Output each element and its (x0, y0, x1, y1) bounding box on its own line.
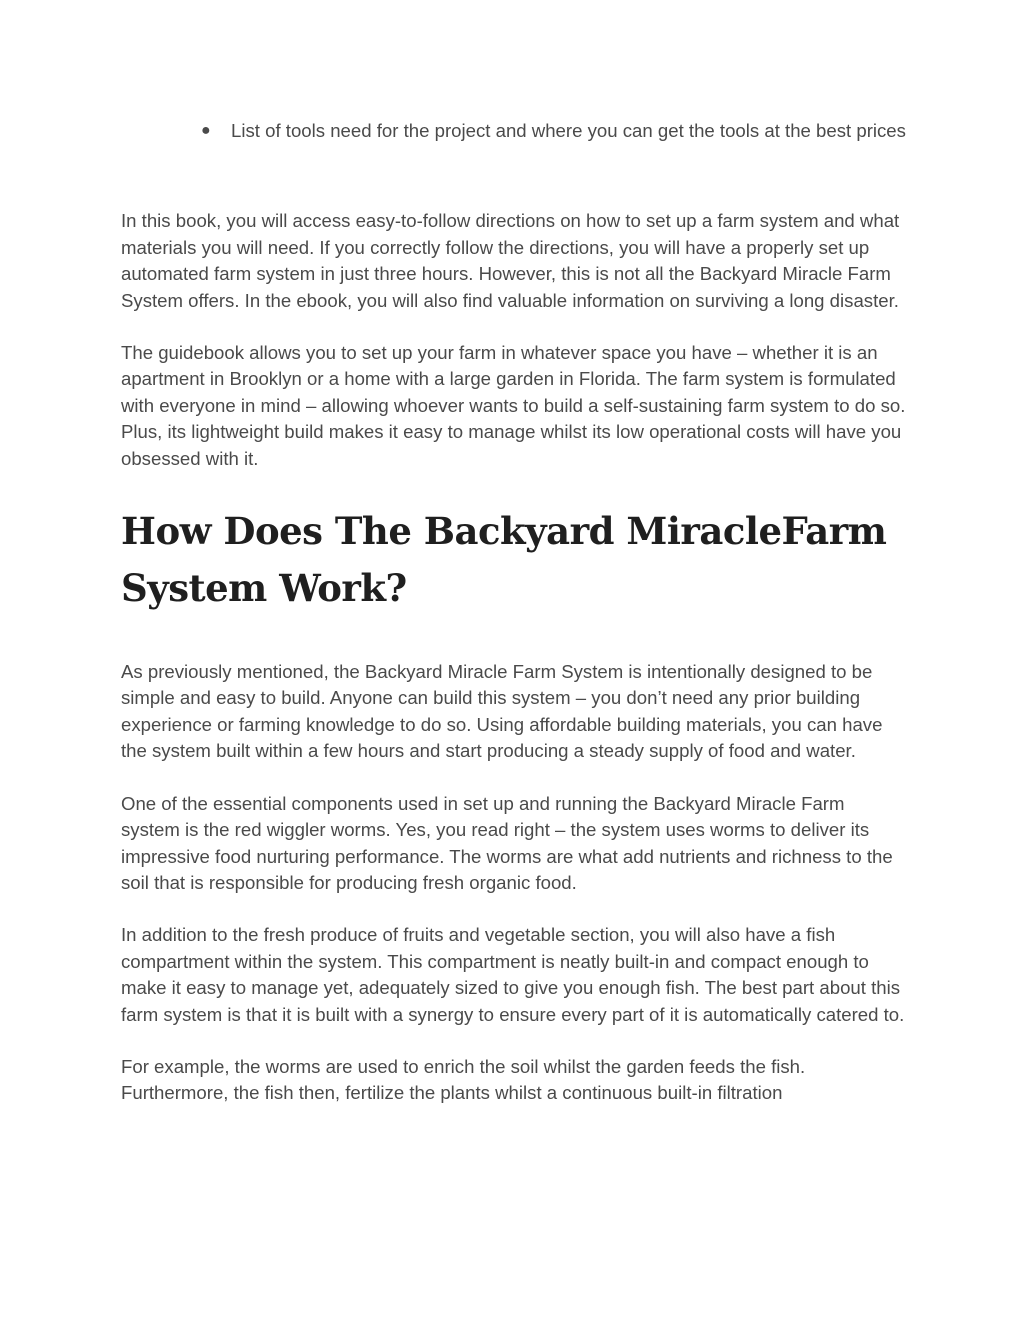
paragraph: One of the essential components used in set up and running the Backyard Miracle Farm system is the red wiggler worms. Yes, you read right – the system uses worms to deliver its impressive food nurturing performance. The worms are what add nutrients and richness to the soil that is responsible for producing fresh organic food. (121, 792, 893, 893)
paragraph: In this book, you will access easy-to-follow directions on how to set up a farm system and what materials you will need. If you correctly follow the directions, you will have a properly set up automated farm system in just three hours. However, this is not all the Backyard Miracle Farm System offers. In the ebook, you will also find valuable information on surviving a long disaster. (121, 210, 900, 311)
paragraph: In addition to the fresh produce of fruits and vegetable section, you will also have a fish compartment within the system. This compartment is neatly built-in and compact enough to make it easy to manage yet, adequately sized to give you enough fish. The best part about this farm system is that it is built with a synergy to ensure every part of it is automatically catered to. (121, 924, 905, 1025)
paragraph: The guidebook allows you to set up your farm in whatever space you have – whether it is an apartment in Brooklyn or a home with a large garden in Florida. The farm system is formulated with everyone in mind – allowing whoever wants to build a self-sustaining farm system to do so. Plus, its lightweight build makes it easy to manage whilst its low operational costs will have you obsessed with it. (121, 342, 906, 469)
bullet-dot-icon: ● (201, 122, 211, 139)
section-heading: How Does The Backyard MiracleFarm System Work? (121, 509, 887, 611)
list-item-text: List of tools need for the project and where you can get the tools at the best prices (231, 120, 906, 141)
page-content (121, 118, 906, 1107)
paragraph: As previously mentioned, the Backyard Miracle Farm System is intentionally designed to be simple and easy to build. Anyone can build this system – you don’t need any prior building experience or farming knowledge to do so. Using affordable building materials, you can have the system built within a few hours and start producing a steady supply of food and water. (121, 661, 883, 762)
bullet-list (121, 118, 906, 144)
paragraph: For example, the worms are used to enrich the soil whilst the garden feeds the fish. Furthermore, the fish then, fertilize the plants whilst a continuous built-in filtration (121, 1055, 806, 1104)
list-item (201, 118, 906, 144)
